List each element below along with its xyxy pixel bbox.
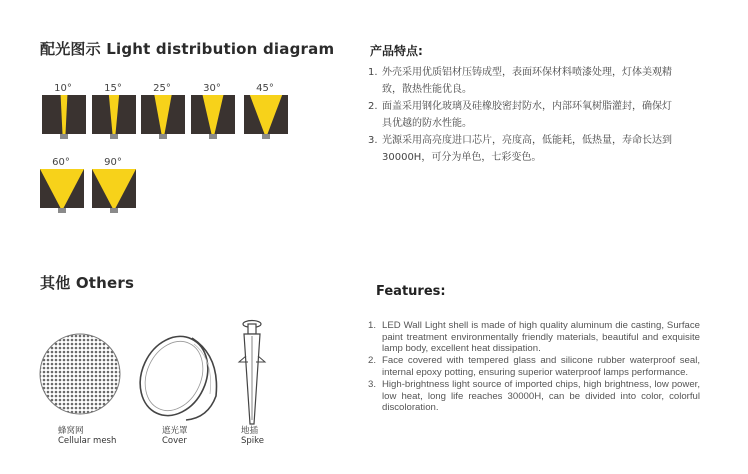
beam-angle-label: 90°	[104, 157, 122, 168]
beam-angle-label: 15°	[104, 83, 122, 94]
features-cn-item-line: 面盖采用钢化玻璃及硅橡胶密封防水，内部环氧树脂灌封，确保灯	[382, 101, 672, 112]
others-title: 其他 Others	[40, 274, 135, 292]
beam-angle-svg	[92, 169, 136, 213]
lamp-base	[209, 134, 217, 139]
beam-angle-svg	[191, 95, 235, 139]
lamp-base	[110, 208, 118, 213]
cover-icon	[134, 318, 224, 430]
features-cn-list	[368, 64, 708, 166]
beam-angle-diagram	[244, 82, 286, 139]
features-cn-item-line: 致，散热性能优良。	[382, 84, 472, 95]
features-en-item-number: 2.	[368, 355, 377, 367]
features-cn-item-number: 1.	[368, 67, 378, 78]
spike-label-en: Spike	[241, 436, 265, 446]
beam-angle-diagram	[92, 82, 134, 139]
beam-angle-diagram	[141, 82, 183, 139]
features-cn-item-number: 3.	[368, 135, 378, 146]
lamp-base	[58, 208, 66, 213]
beam-angle-label: 45°	[256, 83, 274, 94]
features-en-item	[368, 379, 700, 414]
beam-angle-svg	[244, 95, 288, 139]
features-en-item-text: LED Wall Light shell is made of high quality aluminum die casting, Surface paint treatment environmentally friendly materials, beautiful and exquisite lamp body, excellent heat dissipation.	[382, 320, 700, 355]
spike-label-cn: 地插	[241, 426, 259, 436]
features-cn-item-line: 光源采用高亮度进口芯片，亮度高，低能耗，低热量，寿命长达到	[382, 135, 672, 146]
features-cn-item	[368, 132, 708, 166]
features-en-item-number: 1.	[368, 320, 377, 331]
features-en-item	[368, 355, 700, 378]
cellular-mesh-label-cn: 蜂窝网	[58, 426, 84, 436]
features-en-item-text: Face covered with tempered glass and silicone rubber waterproof seal, internal epoxy potting, ensuring superior waterproof lamps performance.	[382, 355, 700, 378]
features-en-item	[368, 320, 700, 355]
lamp-base	[262, 134, 270, 139]
features-en-title: Features:	[376, 284, 446, 299]
cellular-mesh-label-en: Cellular mesh	[58, 436, 117, 446]
beam-angle-diagram	[42, 82, 84, 139]
beam-angle-label: 30°	[203, 83, 221, 94]
beam-angle-svg	[42, 95, 86, 139]
features-en-item-text: High-brightness light source of imported chips, high brightness, low power, low heat, long life reaches 30000H, can be divided into color, colorful discoloration.	[382, 378, 700, 414]
features-cn-item	[368, 98, 708, 132]
beam-angle-label: 60°	[52, 157, 70, 168]
beam-angle-diagram	[191, 82, 233, 139]
beam-angle-svg	[92, 95, 136, 139]
cover-label-cn: 遮光罩	[162, 426, 188, 436]
cellular-mesh-icon	[38, 318, 122, 428]
features-cn-item	[368, 64, 708, 98]
features-cn-title: 产品特点:	[370, 44, 423, 58]
lamp-base	[159, 134, 167, 139]
spike-icon	[236, 316, 268, 432]
features-cn-item-number: 2.	[368, 101, 378, 112]
features-cn-item-line: 具优越的防水性能。	[382, 118, 472, 129]
beam-angle-svg	[40, 169, 84, 213]
features-cn-item-line: 外壳采用优质铝材压铸成型，表面环保材料喷漆处理，灯体美观精	[382, 67, 672, 78]
features-en-item-number: 3.	[368, 378, 377, 390]
light-distribution-title: 配光图示 Light distribution diagram	[40, 40, 335, 58]
features-en-list	[368, 320, 700, 414]
cover-label-en: Cover	[162, 436, 187, 446]
lamp-base	[110, 134, 118, 139]
beam-angle-label: 25°	[153, 83, 171, 94]
lamp-base	[60, 134, 68, 139]
beam-angle-label: 10°	[54, 83, 72, 94]
beam-angle-diagram	[92, 156, 134, 213]
features-cn-item-line: 30000H，可分为单色，七彩变色。	[382, 152, 542, 163]
beam-angle-diagram	[40, 156, 82, 213]
beam-angle-svg	[141, 95, 185, 139]
